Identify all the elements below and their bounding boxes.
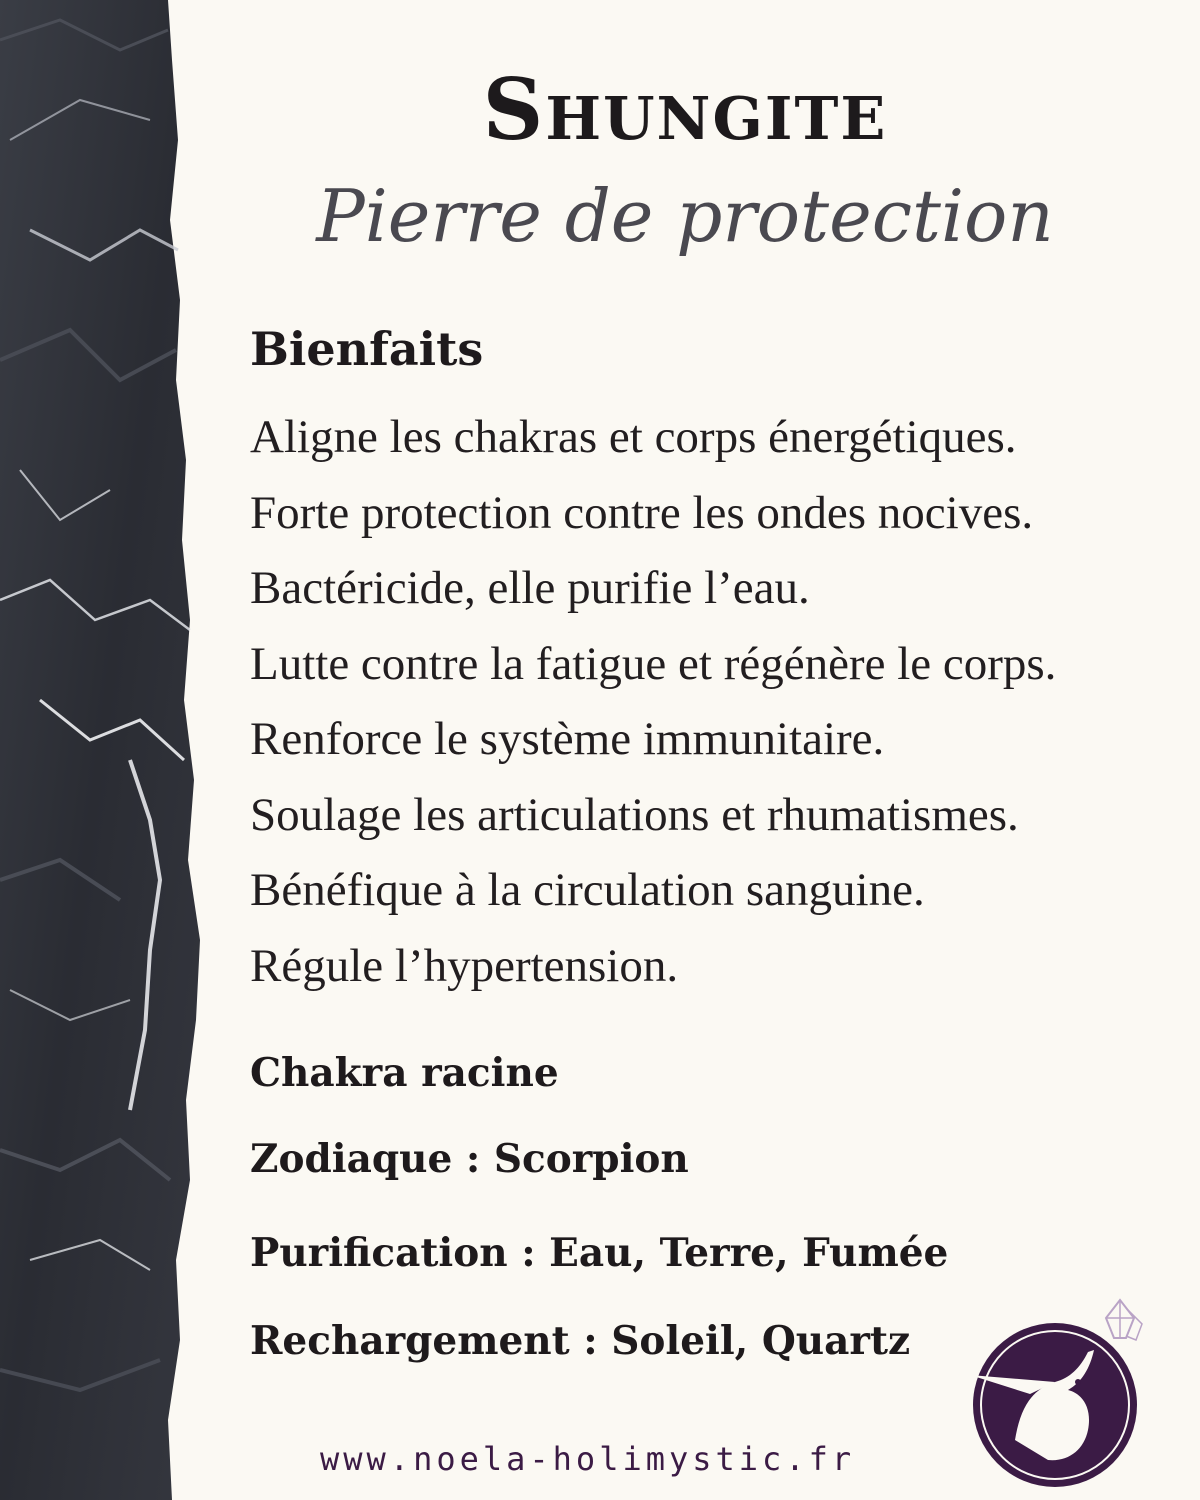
card-subtitle: Pierre de protection — [316, 174, 1054, 258]
benefit-item: Soulage les articulations et rhumatismes. — [250, 788, 1019, 841]
benefit-item: Régule l’hypertension. — [250, 939, 679, 992]
benefit-item: Renforce le système immunitaire. — [250, 713, 885, 765]
chakra-info: Chakra racine — [250, 1050, 559, 1096]
benefit-item: Bénéfique à la circulation sanguine. — [250, 864, 925, 916]
recharging-info: Rechargement : Soleil, Quartz — [250, 1318, 911, 1364]
benefit-item: Bactéricide, elle purifie l’eau. — [250, 562, 810, 614]
zodiac-info: Zodiaque : Scorpion — [250, 1136, 689, 1182]
benefit-item: Lutte contre la fatigue et régénère le corps. — [250, 637, 1057, 690]
benefit-item: Aligne les chakras et corps énergétiques. — [250, 411, 1017, 463]
benefits-heading: Bienfaits — [250, 322, 484, 376]
crystal-hummingbird-logo-icon — [960, 1290, 1160, 1490]
website-link[interactable]: www.noela-holimystic.fr — [320, 1440, 856, 1478]
shungite-stone-image — [0, 0, 215, 1500]
card-title: Shungite — [482, 60, 888, 159]
purification-info: Purification : Eau, Terre, Fumée — [250, 1230, 949, 1276]
benefits-list — [250, 400, 1190, 1004]
benefit-item: Forte protection contre les ondes nocives. — [250, 486, 1034, 539]
